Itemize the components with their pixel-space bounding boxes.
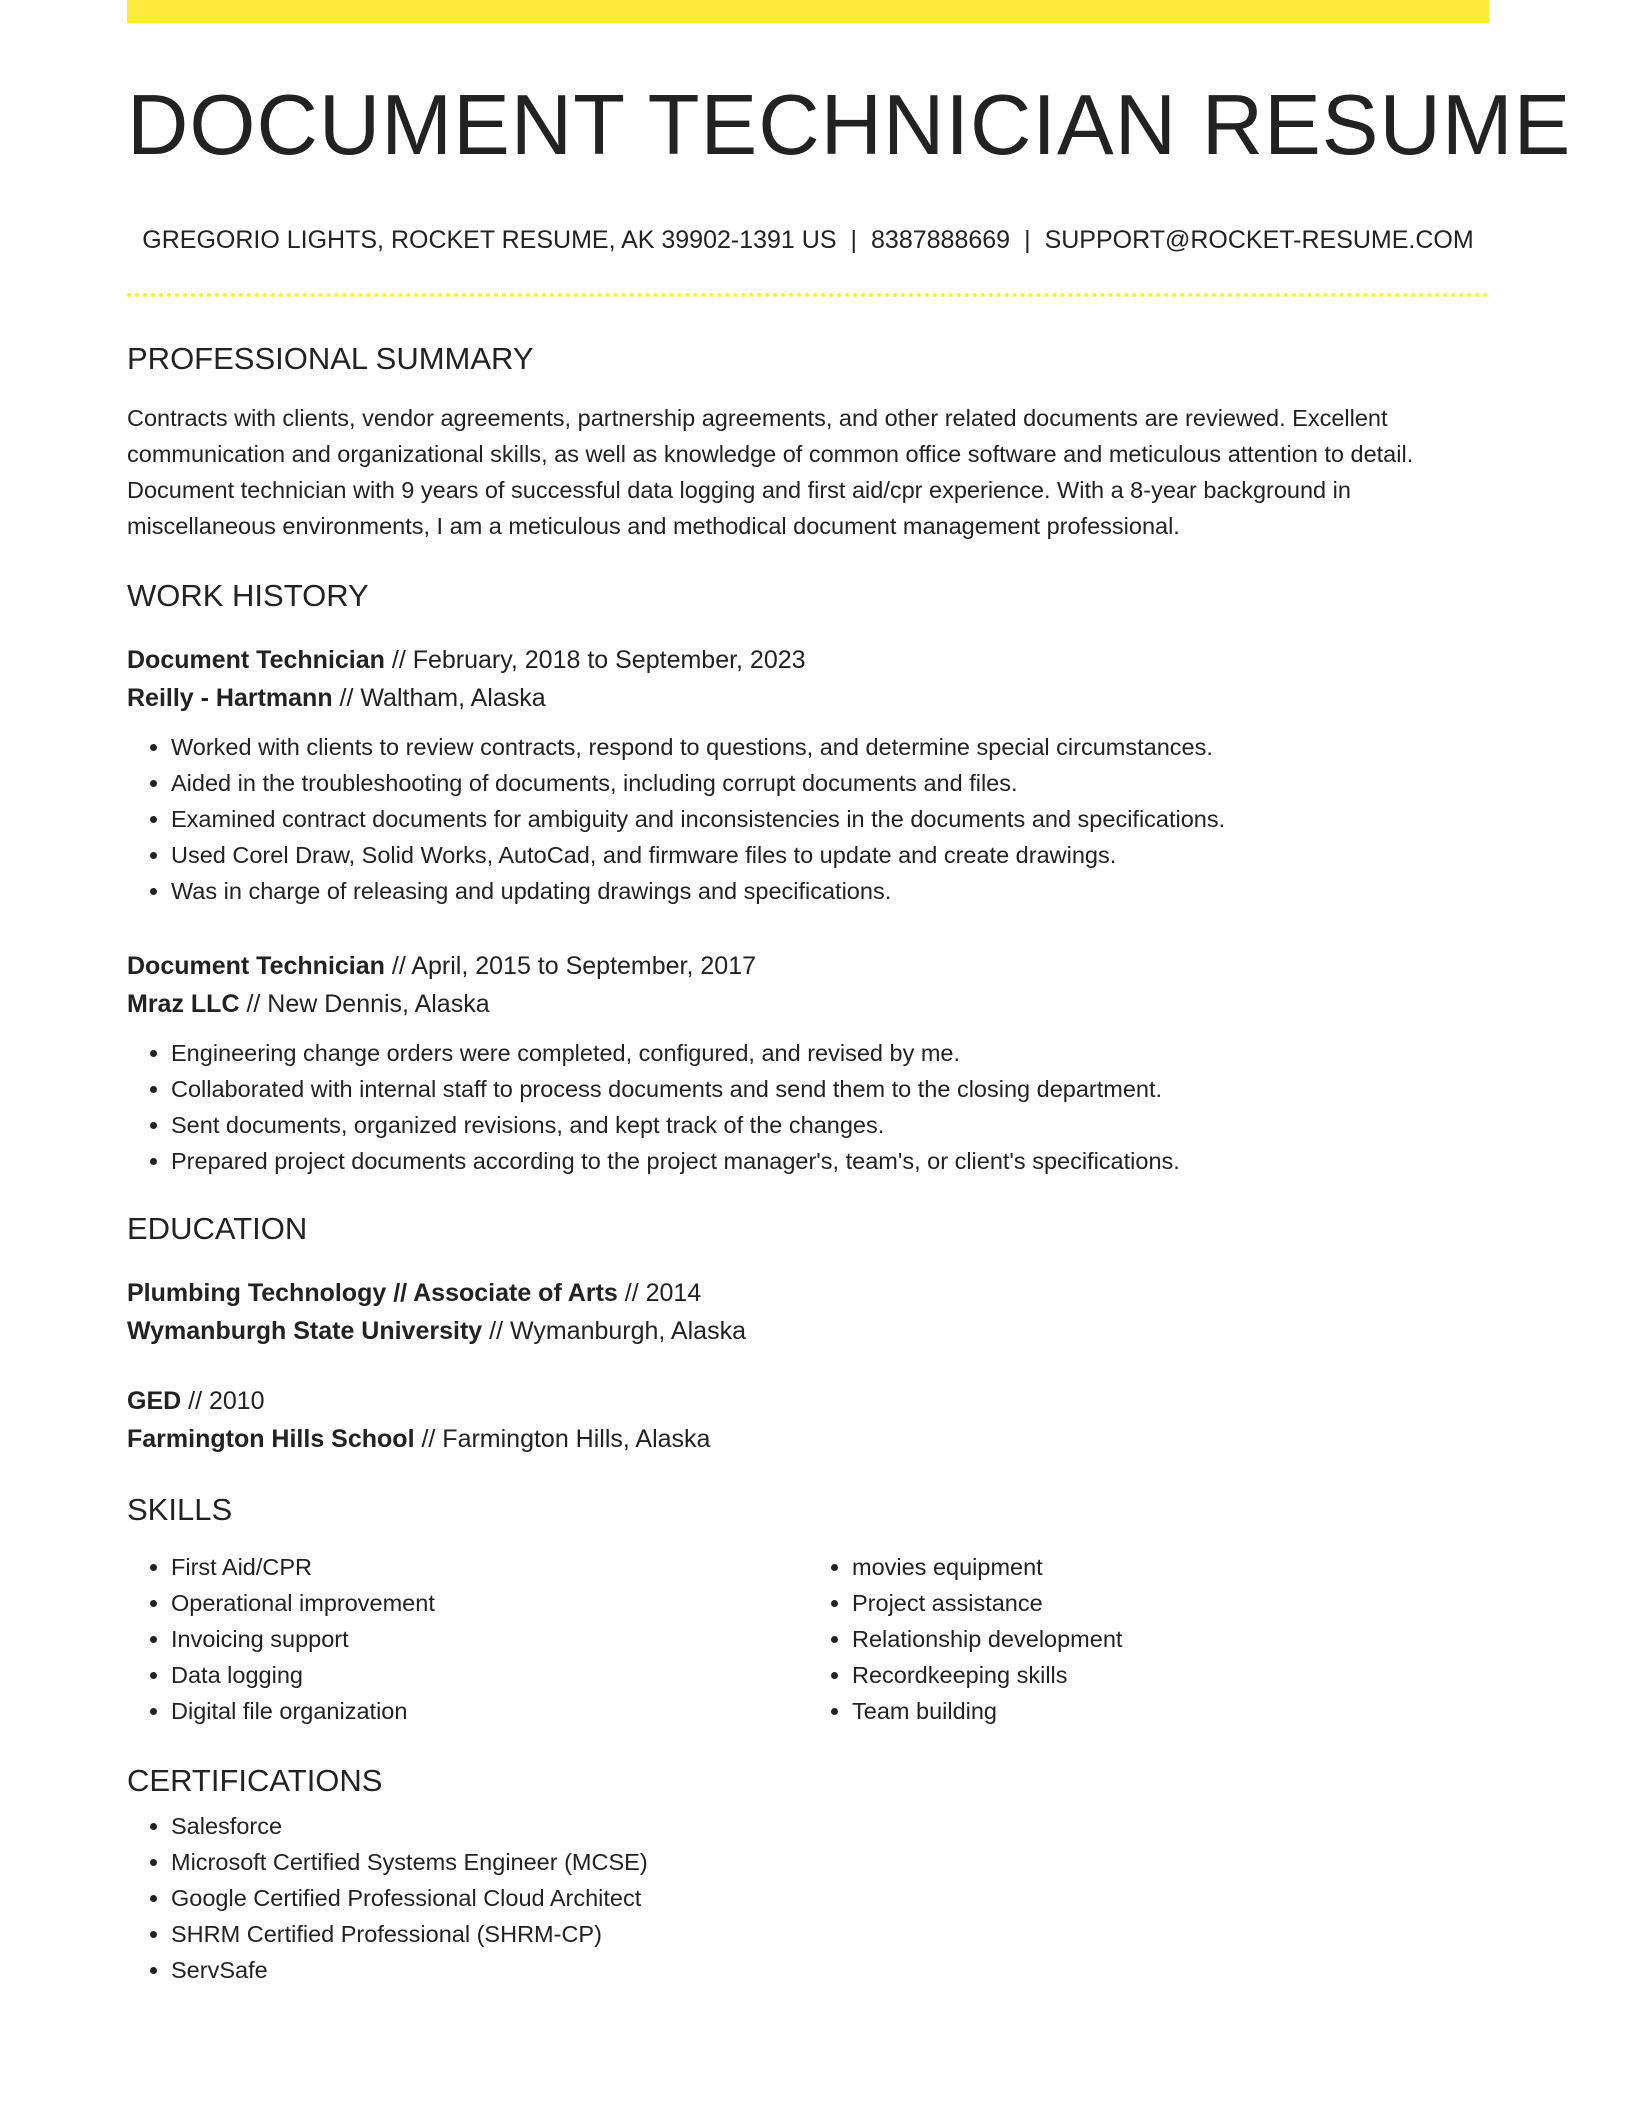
job-title: Document Technician [127, 952, 385, 980]
job-company-line [127, 679, 1489, 717]
school-name: Wymanburgh State University [127, 1317, 483, 1345]
certification-item: • SHRM Certified Professional (SHRM-CP) [171, 1916, 1489, 1952]
degree-name: Plumbing Technology // Associate of Arts [127, 1279, 618, 1307]
resume-title: DOCUMENT TECHNICIAN RESUME [127, 78, 1572, 173]
job-dates: // February, 2018 to September, 2023 [384, 646, 806, 674]
contact-separator: | [850, 226, 858, 254]
resume-page [127, 0, 1572, 1988]
contact-email: SUPPORT@ROCKET-RESUME.COM [1044, 226, 1474, 254]
skill-item: • Relationship development [852, 1621, 1489, 1657]
job-title: Document Technician [127, 646, 385, 674]
top-accent-bar [127, 0, 1489, 23]
summary-text: Contracts with clients, vendor agreements, partnership agreements, and other related documents are reviewed. Excellent communication and organizational skills, as well as knowledge of common office software and meticulous attention to detail. Document technician with 9 years of successful data logging and first aid/cpr experience. With a 8-year background in miscellaneous environments, I am a meticulous and methodical document management professional. [127, 405, 1414, 539]
skills-list-right [808, 1549, 1489, 1729]
skills-heading: SKILLS [127, 1492, 233, 1527]
certification-item: • Microsoft Certified Systems Engineer (MCSE) [171, 1844, 1489, 1880]
skill-item: • First Aid/CPR [171, 1549, 808, 1585]
degree-line [127, 1382, 1489, 1420]
job-location: // New Dennis, Alaska [239, 990, 490, 1018]
list-item: • Prepared project documents according to the project manager's, team's, or client's specifications. [171, 1143, 1489, 1179]
school-line [127, 1312, 1489, 1350]
degree-year: // 2014 [617, 1279, 702, 1307]
education-heading: EDUCATION [127, 1211, 308, 1246]
certification-item: • ServSafe [171, 1952, 1489, 1988]
education-entry [127, 1274, 1489, 1350]
list-item: • Worked with clients to review contracts, respond to questions, and determine special circumstances. [171, 729, 1489, 765]
skill-item: • Team building [852, 1693, 1489, 1729]
skill-item: • movies equipment [852, 1549, 1489, 1585]
job-dates: // April, 2015 to September, 2017 [384, 952, 757, 980]
header-divider [127, 293, 1489, 297]
job-title-line [127, 947, 1489, 985]
job-company-line [127, 985, 1489, 1023]
certification-item: • Google Certified Professional Cloud Architect [171, 1880, 1489, 1916]
degree-line [127, 1274, 1489, 1312]
skills-grid [127, 1549, 1489, 1729]
job-entry [127, 947, 1489, 1179]
job-bullets [127, 729, 1489, 909]
list-item: • Used Corel Draw, Solid Works, AutoCad, and firmware files to update and create drawings. [171, 837, 1489, 873]
degree-year: // 2010 [181, 1387, 265, 1415]
school-name: Farmington Hills School [127, 1425, 415, 1453]
certifications-list [127, 1808, 1489, 1988]
skill-item: • Recordkeeping skills [852, 1657, 1489, 1693]
contact-separator: | [1024, 226, 1031, 254]
work-history-heading: WORK HISTORY [127, 578, 369, 613]
contact-address: GREGORIO LIGHTS, ROCKET RESUME, AK 39902-1391 US [142, 226, 837, 254]
job-title-line [127, 641, 1489, 679]
skill-item: • Digital file organization [171, 1693, 808, 1729]
list-item: • Examined contract documents for ambiguity and inconsistencies in the documents and specifications. [171, 801, 1489, 837]
list-item: • Aided in the troubleshooting of documents, including corrupt documents and files. [171, 765, 1489, 801]
job-entry [127, 641, 1489, 909]
contact-phone: 8387888669 [871, 226, 1011, 254]
school-location: // Farmington Hills, Alaska [414, 1425, 711, 1453]
school-location: // Wymanburgh, Alaska [482, 1317, 746, 1345]
certifications-heading: CERTIFICATIONS [127, 1763, 383, 1798]
summary-heading: PROFESSIONAL SUMMARY [127, 341, 534, 376]
job-bullets [127, 1035, 1489, 1179]
skill-item: • Project assistance [852, 1585, 1489, 1621]
skill-item: • Data logging [171, 1657, 808, 1693]
contact-line [127, 228, 1489, 253]
school-line [127, 1420, 1489, 1458]
skill-item: • Invoicing support [171, 1621, 808, 1657]
education-entry [127, 1382, 1489, 1458]
list-item: • Sent documents, organized revisions, and kept track of the changes. [171, 1107, 1489, 1143]
list-item: • Was in charge of releasing and updating drawings and specifications. [171, 873, 1489, 909]
list-item: • Collaborated with internal staff to process documents and send them to the closing department. [171, 1071, 1489, 1107]
skill-item: • Operational improvement [171, 1585, 808, 1621]
degree-name: GED [127, 1387, 182, 1415]
skills-list-left [127, 1549, 808, 1729]
certification-item: • Salesforce [171, 1808, 1489, 1844]
job-location: // Waltham, Alaska [332, 684, 546, 712]
job-company: Reilly - Hartmann [127, 684, 333, 712]
list-item: • Engineering change orders were completed, configured, and revised by me. [171, 1035, 1489, 1071]
job-company: Mraz LLC [127, 990, 240, 1018]
